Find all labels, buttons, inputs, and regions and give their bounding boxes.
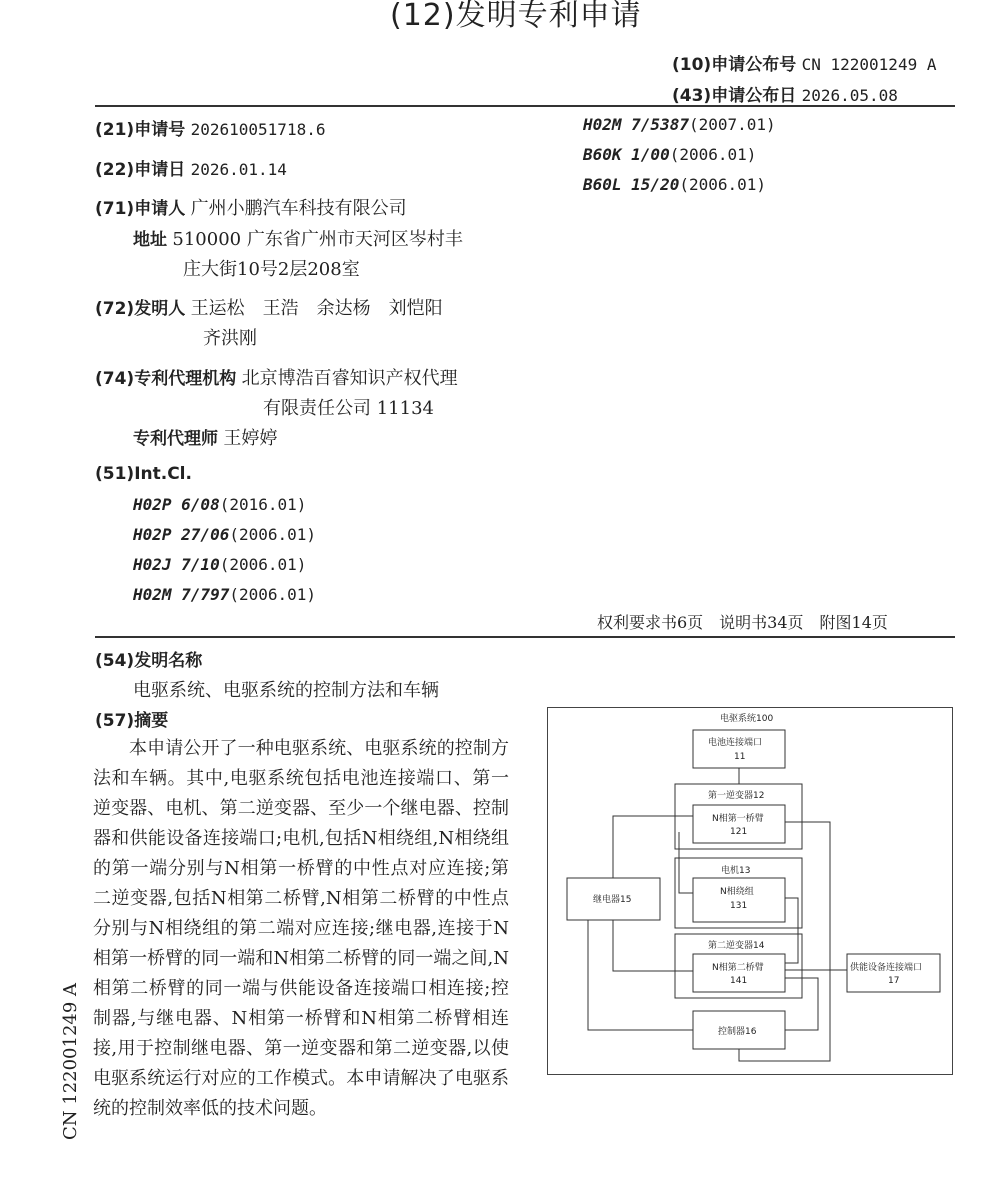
ipc-entry [133, 585, 316, 604]
section-divider [95, 636, 955, 638]
relay-label: 继电器15 [593, 895, 632, 905]
invention-name-label-text: (54)发明名称 [95, 651, 203, 671]
ipc-version: (2006.01) [669, 145, 757, 164]
address-label: 地址 [133, 230, 167, 250]
publication-number-label: (10)申请公布号 [672, 55, 797, 75]
ipc-entry [583, 115, 776, 134]
ipc-code: H02M 7/797 [133, 585, 230, 604]
battery-port-box [693, 730, 785, 768]
publication-date-row [672, 81, 898, 106]
ipc-code: H02J 7/10 [133, 555, 220, 574]
winding-label: N相绕组 [720, 887, 754, 897]
ipc-version: (2006.01) [229, 585, 317, 604]
publication-number-row [672, 50, 936, 75]
arm2-number: 141 [730, 976, 748, 986]
inventors-line-1: 王运松 王浩 余达杨 刘恺阳 [190, 298, 443, 319]
inventors-row [95, 294, 443, 320]
ipc-code: B60K 1/00 [583, 145, 670, 164]
abstract-figure [547, 707, 953, 1075]
agent: 王婷婷 [223, 428, 278, 449]
ipc-code: H02M 7/5387 [583, 115, 689, 134]
applicant: 广州小鹏汽车科技有限公司 [190, 198, 407, 219]
intcl-label-text: (51)Int.Cl. [95, 464, 192, 484]
motor-label: 电机13 [721, 866, 751, 876]
page-counts: 权利要求书6页 说明书34页 附图14页 [597, 613, 888, 632]
ipc-version: (2016.01) [219, 495, 307, 514]
arm2-label: N相第二桥臂 [712, 963, 764, 973]
intcl-label [95, 464, 192, 484]
controller-label: 控制器16 [718, 1027, 757, 1037]
address-line-1: 510000 广东省广州市天河区岑村丰 [172, 229, 463, 250]
arm1-number: 121 [730, 827, 748, 837]
ipc-version: (2006.01) [219, 555, 307, 574]
battery-port-label: 电池连接端口 [708, 738, 763, 748]
abstract-text: 本申请公开了一种电驱系统、电驱系统的控制方法和车辆。其中,电驱系统包括电池连接端口、第一逆变器、电机、第二逆变器、至少一个继电器、控制器和供能设备连接端口;电机,包括N相绕组,N相绕组的第一端分别与N相第一桥臂的中性点对应连接;第二逆变器,包括N相第二桥臂,N相第二桥臂的中性点分别与N相绕组的第二端对应连接;继电器,连接于N相第一桥臂的同一端和N相第二桥臂的同一端之间,N相第二桥臂的同一端与供能设备连接端口相连接;控制器,与继电器、N相第一桥臂和N相第二桥臂相连接,用于控制继电器、第一逆变器和第二逆变器,以使电驱系统运行对应的工作模式。本申请解决了电驱系统的控制效率低的技术问题。 [93, 738, 509, 1119]
ipc-entry [133, 495, 306, 514]
app-number-row [95, 115, 325, 140]
ipc-code: H02P 27/06 [133, 525, 230, 544]
ipc-version: (2007.01) [688, 115, 776, 134]
agency-row [95, 364, 458, 390]
agency-label: (74)专利代理机构 [95, 369, 237, 389]
app-date: 2026.01.14 [190, 160, 287, 179]
ipc-entry [133, 555, 306, 574]
publication-date-label: (43)申请公布日 [672, 86, 797, 106]
abstract-label [95, 706, 168, 731]
agency-line-2: 有限责任公司 11134 [263, 398, 434, 419]
supply-port-label: 供能设备连接端口 [850, 963, 923, 973]
header-divider [95, 105, 955, 107]
winding-number: 131 [730, 901, 748, 911]
agency-line-1: 北京博浩百睿知识产权代理 [241, 368, 458, 389]
arm1-to-winding-line [679, 832, 693, 893]
arm2-box [693, 954, 785, 992]
document-title: (12)发明专利申请 [390, 0, 642, 33]
abstract-figure-svg [548, 708, 954, 1076]
system-label: 电驱系统100 [720, 714, 774, 724]
address-row [133, 225, 463, 251]
app-number-label: (21)申请号 [95, 120, 186, 140]
app-number: 202610051718.6 [190, 120, 326, 139]
agent-row [133, 424, 277, 450]
address-line-2: 庄大街10号2层208室 [183, 259, 360, 280]
battery-port-number: 11 [734, 752, 746, 762]
agent-label: 专利代理师 [133, 429, 218, 449]
supply-port-box [847, 954, 940, 992]
app-date-label: (22)申请日 [95, 160, 186, 180]
abstract-label-text: (57)摘要 [95, 711, 169, 731]
applicant-label: (71)申请人 [95, 199, 186, 219]
invention-name-label [95, 646, 202, 671]
relay-to-controller-line [588, 920, 693, 1030]
invention-name: 电驱系统、电驱系统的控制方法和车辆 [133, 680, 439, 701]
ipc-version: (2006.01) [679, 175, 767, 194]
app-date-row [95, 155, 287, 180]
ipc-code: B60L 15/20 [583, 175, 680, 194]
inverter1-label: 第一逆变器12 [708, 791, 765, 801]
ipc-entry [583, 145, 756, 164]
applicant-row [95, 194, 407, 220]
ipc-entry [133, 525, 316, 544]
ipc-code: H02P 6/08 [133, 495, 220, 514]
ipc-version: (2006.01) [229, 525, 317, 544]
winding-to-arm2-line [785, 898, 798, 963]
publication-date: 2026.05.08 [801, 86, 898, 105]
supply-port-number: 17 [888, 976, 900, 986]
publication-number: CN 122001249 A [801, 55, 937, 74]
arm1-to-relay-line [613, 816, 693, 878]
winding-box [693, 878, 785, 922]
arm1-box [693, 805, 785, 843]
ipc-entry [583, 175, 766, 194]
inventors-line-2: 齐洪刚 [203, 328, 257, 349]
arm1-label: N相第一桥臂 [712, 814, 764, 824]
inventors-label: (72)发明人 [95, 299, 186, 319]
inverter2-label: 第二逆变器14 [708, 941, 765, 951]
side-publication-number: CN 122001249 A [60, 982, 81, 1140]
